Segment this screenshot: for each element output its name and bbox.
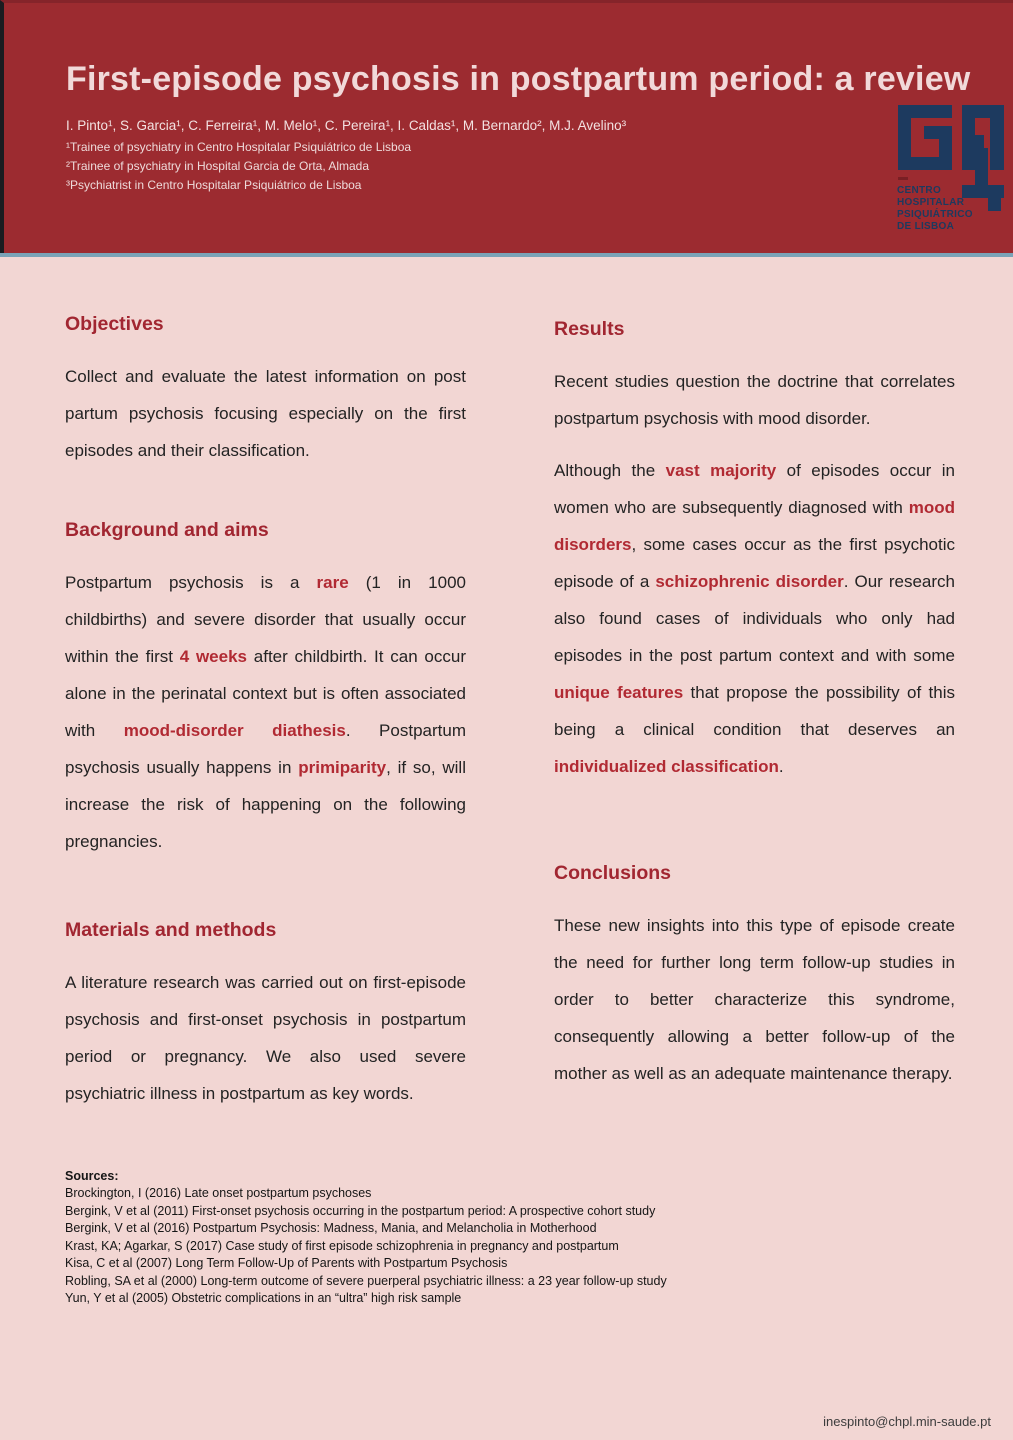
text-run: Postpartum psychosis is a — [65, 573, 317, 593]
source-line: Brockington, I (2016) Late onset postpartum psychoses — [65, 1186, 372, 1201]
section-methods — [65, 919, 466, 1112]
results-heading: Results — [554, 318, 625, 340]
accent-text: unique features — [554, 683, 684, 703]
conclusions-heading: Conclusions — [554, 861, 672, 884]
text-run: that propose the possibility of this being a clinical condition that deserves an — [554, 683, 955, 740]
poster-body — [0, 257, 1013, 1440]
banner — [0, 0, 1013, 253]
text-run: . — [778, 757, 784, 777]
results-paragraph-1 — [554, 363, 955, 437]
text-run: Recent studies question the doctrine that correlates postpartum psychosis with mood disorder. — [554, 372, 955, 429]
methods-heading: Materials and methods — [65, 918, 277, 941]
affiliation-line: ¹Trainee of psychiatry in Centro Hospitalar Psiquiátrico de Lisboa — [66, 140, 412, 155]
results-paragraph-2 — [554, 452, 955, 785]
text-run: after childbirth. It can occur alone in the perinatal context but is often associated with — [65, 647, 466, 741]
source-line: Yun, Y et al (2005) Obstetric complications in an “ultra” high risk sample — [65, 1291, 462, 1306]
source-line: Krast, KA; Agarkar, S (2017) Case study of first episode schizophrenia in pregnancy and postpartum — [65, 1238, 619, 1253]
text-run: , some cases occur as the first psychotic episode of a — [554, 535, 955, 592]
background-paragraph — [65, 564, 466, 860]
text-run: These new insights into this type of episode create the need for further long term follow-up studies in order to better characterize this syndrome, consequently allowing a better follow-up of the mother as well as an adequate maintenance therapy. — [554, 915, 955, 1083]
right-column — [554, 313, 955, 1112]
section-conclusions — [554, 862, 955, 1092]
source-line: Kisa, C et al (2007) Long Term Follow-Up of Parents with Postpartum Psychosis — [65, 1256, 508, 1271]
text-run: . Postpartum psychosis usually happens in — [65, 721, 466, 778]
section-results — [554, 318, 955, 786]
text-run: , if so, will increase the risk of happening on the following pregnancies. — [65, 758, 466, 852]
logo-text-line: DE LISBOA — [897, 221, 955, 232]
accent-text: mood-disorder diathesis — [123, 721, 346, 741]
authors-line: I. Pinto¹, S. Garcia¹, C. Ferreira¹, M. Melo¹, C. Pereira¹, I. Caldas¹, M. Bernardo², M.J. Avelino³ — [66, 118, 627, 134]
text-run: . Our research also found cases of individuals who only had episodes in the post partum context and with some — [554, 572, 955, 666]
logo-tick — [898, 177, 908, 180]
affiliations — [66, 138, 1013, 194]
accent-text: schizophrenic disorder — [655, 572, 844, 592]
affiliation-line: ³Psychiatrist in Centro Hospitalar Psiquiátrico de Lisboa — [66, 177, 362, 192]
source-line: Robling, SA et al (2000) Long-term outcome of severe puerperal psychiatric illness: a 23 year follow-up study — [65, 1273, 667, 1288]
source-line: Bergink, V et al (2016) Postpartum Psychosis: Madness, Mania, and Melancholia in Motherhood — [65, 1221, 597, 1236]
objectives-heading: Objectives — [65, 313, 164, 335]
section-background — [65, 519, 466, 860]
text-run: (1 in 1000 childbirths) and severe disorder that usually occur within the first — [65, 573, 466, 667]
accent-text: vast majority — [665, 461, 777, 481]
text-run: Although the — [554, 461, 666, 481]
chpl-logo — [892, 105, 1008, 235]
accent-text: individualized classification — [554, 757, 779, 777]
source-line: Bergink, V et al (2011) First-onset psychosis occurring in the postpartum period: A prospective cohort study — [65, 1203, 656, 1218]
accent-text: primiparity — [298, 758, 387, 778]
logo-text-line: HOSPITALAR — [897, 197, 965, 208]
sources-label: Sources: — [65, 1168, 119, 1183]
section-objectives — [65, 313, 466, 469]
columns — [65, 313, 955, 1112]
sources — [65, 1168, 955, 1308]
logo-text-line: CENTRO — [897, 185, 942, 196]
text-run: A literature research was carried out on first-episode psychosis and first-onset psychosis in postpartum period or pregnancy. We also used severe psychiatric illness in postpartum as key words. — [65, 972, 466, 1103]
page-title: First-episode psychosis in postpartum period: a review — [66, 60, 971, 98]
accent-text: rare — [316, 573, 349, 593]
text-run: of episodes occur in women who are subsequently diagnosed with — [554, 461, 955, 518]
accent-text: 4 weeks — [179, 647, 248, 667]
left-column — [65, 313, 466, 1112]
conclusions-paragraph — [554, 907, 955, 1092]
chpl-logo-glyph — [892, 105, 1008, 235]
logo-text-line: PSIQUIÁTRICO — [897, 209, 973, 220]
background-heading: Background and aims — [65, 519, 269, 542]
methods-paragraph — [65, 964, 466, 1112]
affiliation-line: ²Trainee of psychiatry in Hospital Garcia de Orta, Almada — [66, 158, 370, 173]
objectives-paragraph — [65, 358, 466, 469]
text-run: Collect and evaluate the latest information on post partum psychosis focusing especially on the first episodes and their classification. — [65, 367, 466, 461]
accent-text: mood disorders — [554, 498, 955, 555]
contact-email: inespinto@chpl.min-saude.pt — [823, 1414, 991, 1429]
